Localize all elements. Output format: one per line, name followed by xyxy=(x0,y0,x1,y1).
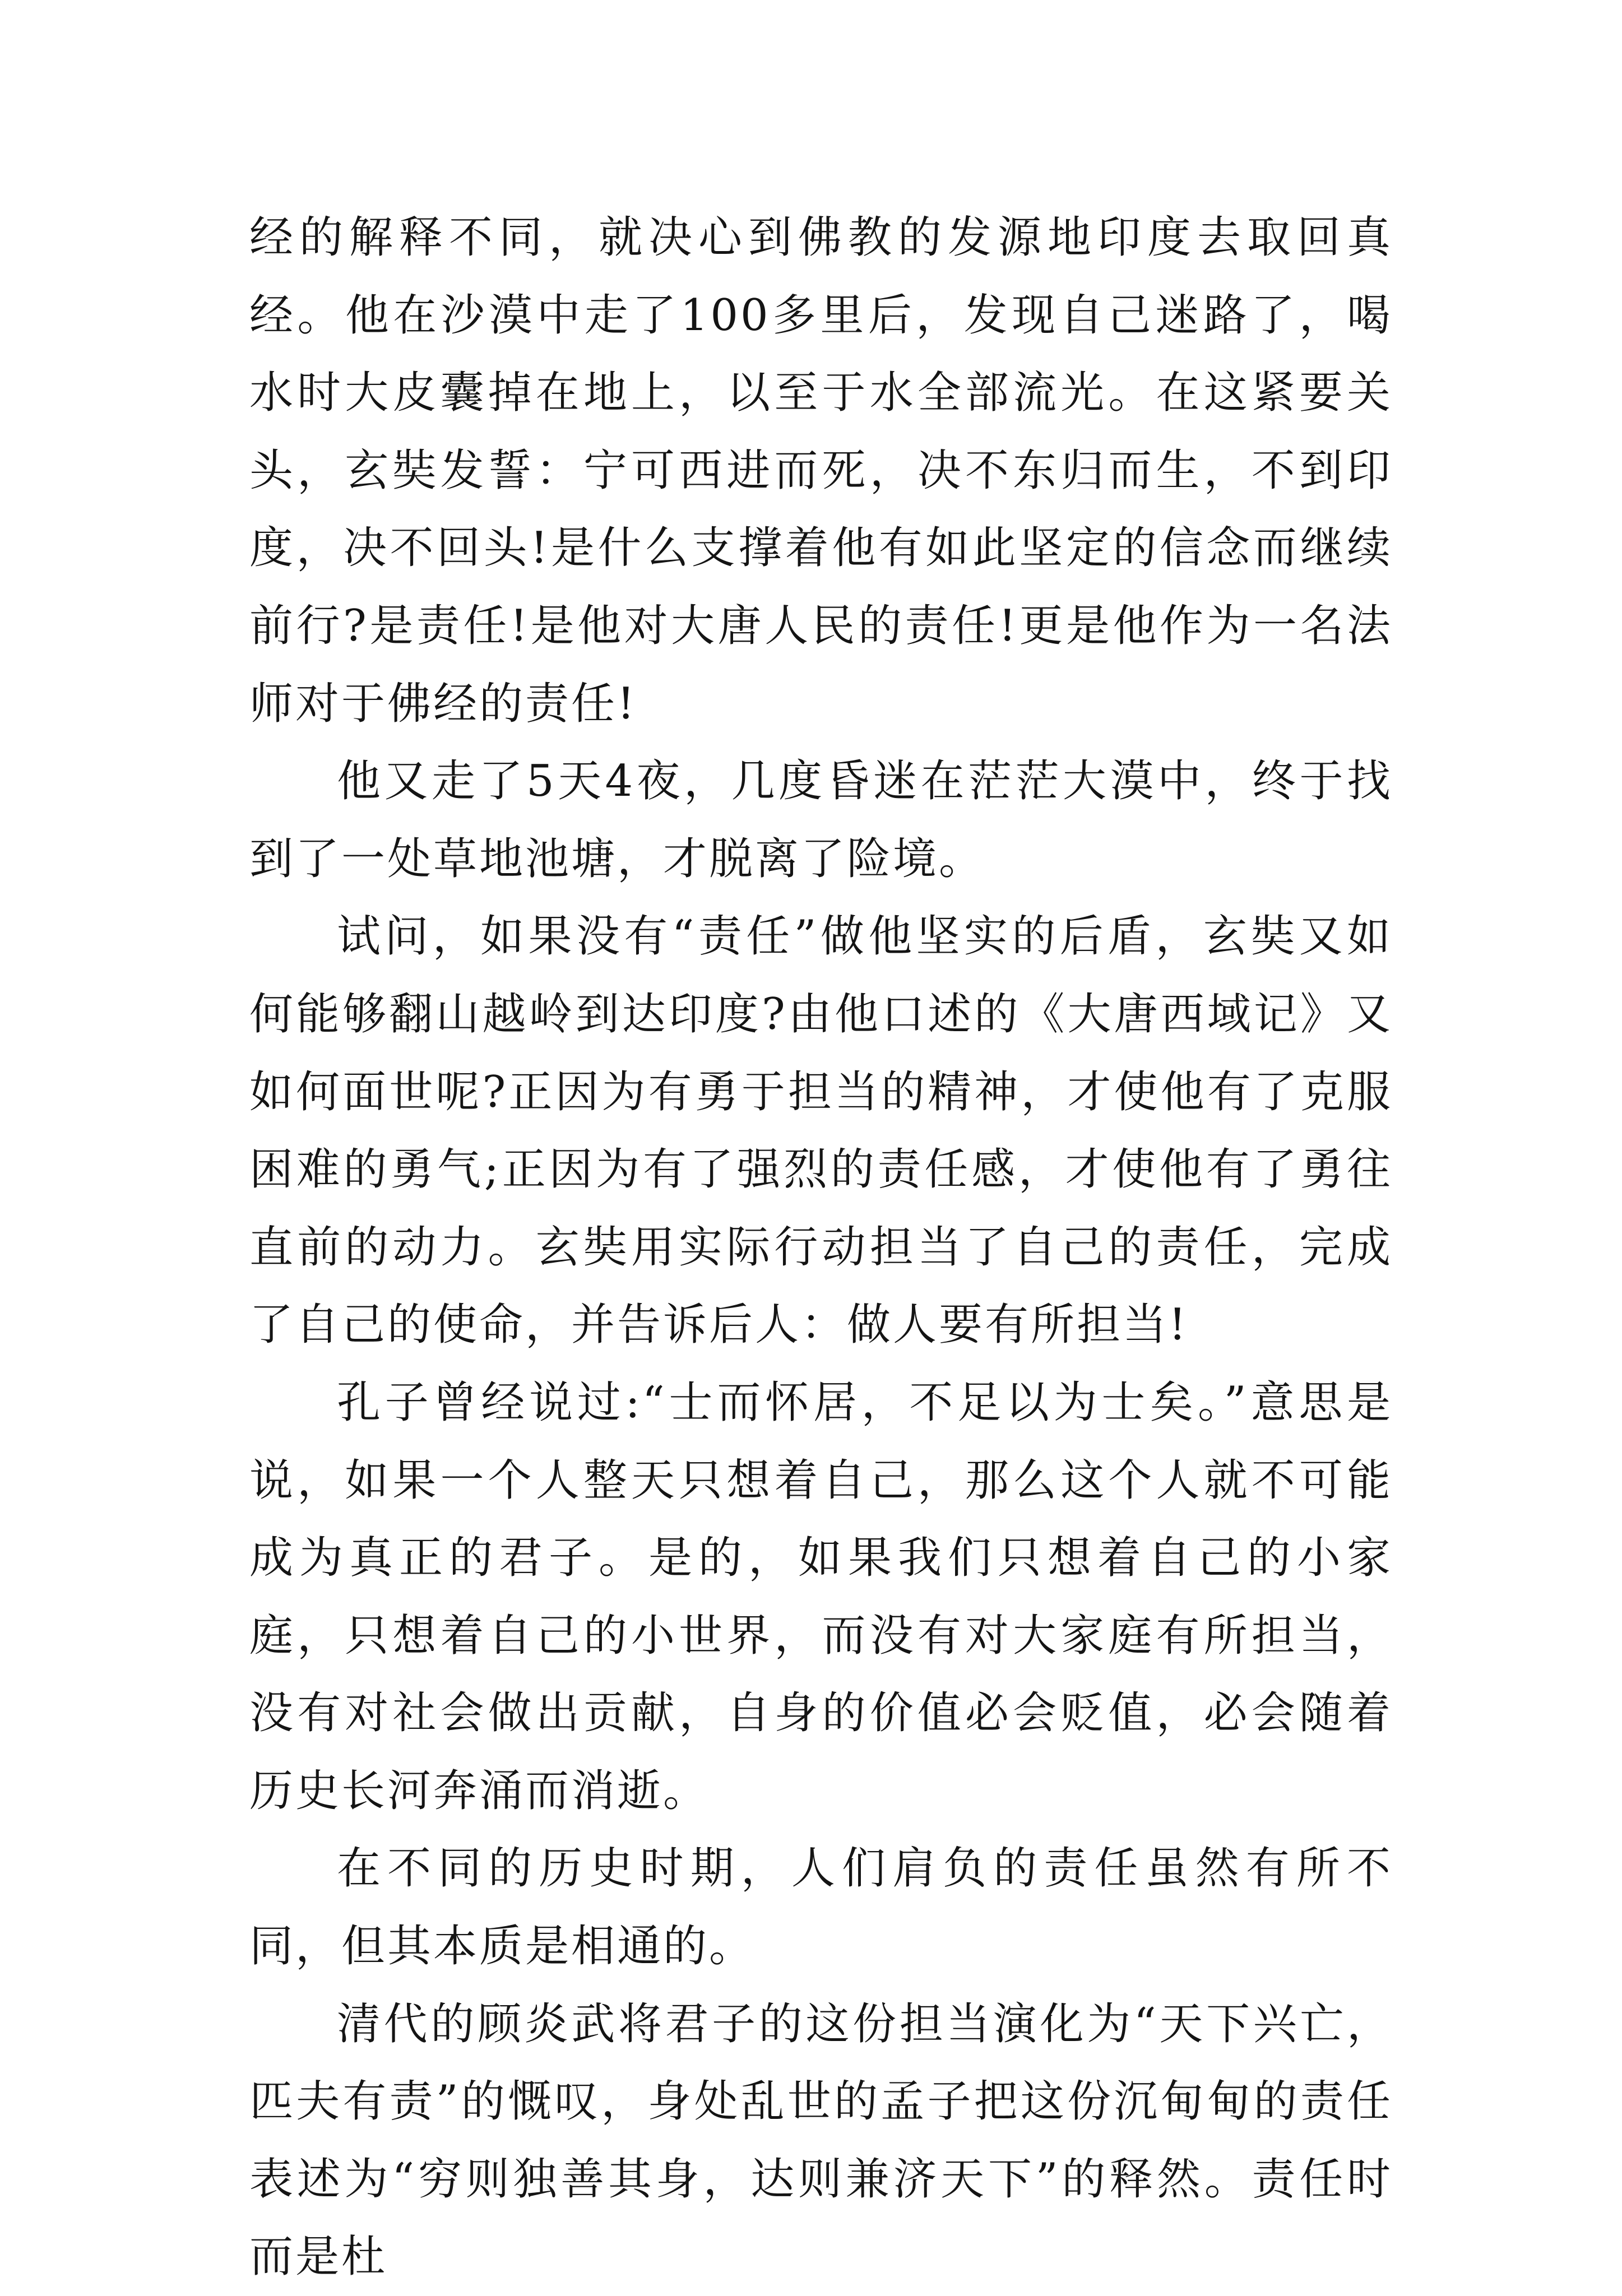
paragraph-4: 孔子曾经说过:“士而怀居，不足以为士矣。”意思是说，如果一个人整天只想着自己，那么这个人就不可能成为真正的君子。是的，如果我们只想着自己的小家庭，只想着自己的小世界，而没有对大家庭有所担当，没有对社会做出贡献，自身的价值必会贬值，必会随着历史长河奔涌而消逝。 xyxy=(249,1377,1393,1816)
body-text xyxy=(249,199,1393,2296)
paragraph-1: 经的解释不同，就决心到佛教的发源地印度去取回真经。他在沙漠中走了100多里后，发现自己迷路了，喝水时大皮囊掉在地上，以至于水全部流光。在这紧要关头，玄奘发誓：宁可西进而死，决不东归而生，不到印度，决不回头!是什么支撑着他有如此坚定的信念而继续前行?是责任!是他对大唐人民的责任!更是他作为一名法师对于佛经的责任! xyxy=(249,212,1393,729)
paragraph-3: 试问，如果没有“责任”做他坚实的后盾，玄奘又如何能够翻山越岭到达印度?由他口述的《大唐西域记》又如何面世呢?正因为有勇于担当的精神，才使他有了克服困难的勇气;正因为有了强烈的责任感，才使他有了勇往直前的动力。玄奘用实际行动担当了自己的责任，完成了自己的使命，并告诉后人：做人要有所担当! xyxy=(249,911,1393,1351)
paragraph-5: 在不同的历史时期，人们肩负的责任虽然有所不同，但其本质是相通的。 xyxy=(249,1843,1393,1972)
paragraph-2: 他又走了5天4夜，几度昏迷在茫茫大漠中，终于找到了一处草地池塘，才脱离了险境。 xyxy=(249,756,1393,884)
paragraph-6: 清代的顾炎武将君子的这份担当演化为“天下兴亡，匹夫有责”的慨叹，身处乱世的孟子把这份沉甸甸的责任表述为“穷则独善其身，达则兼济天下”的释然。责任时而是杜 xyxy=(249,1998,1393,2283)
